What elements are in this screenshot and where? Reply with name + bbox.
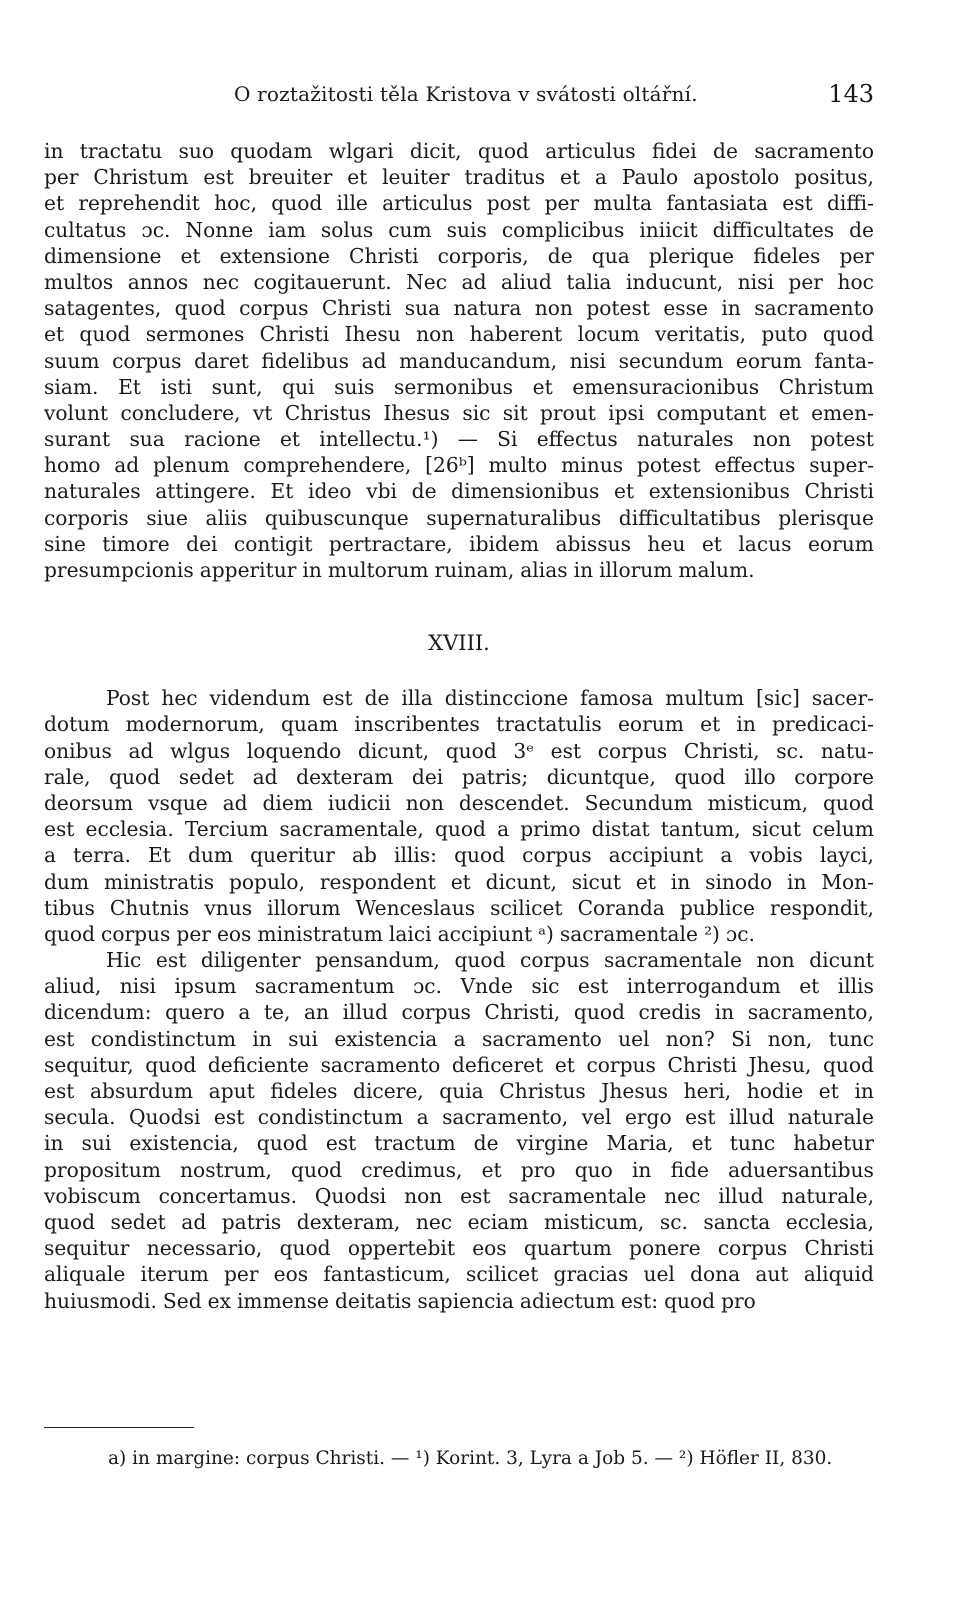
paragraph-1 xyxy=(44,138,874,583)
text-line: quod corpus per eos ministratum laici accipiunt ᵃ) sacramentale ²) ɔc. xyxy=(44,921,755,946)
text-line: a terra. Et dum queritur ab illis: quod corpus accipiunt a vobis layci, xyxy=(44,843,874,868)
text-line: sequitur necessario, quod oppertebit eos quartum ponere corpus Christi xyxy=(44,1236,874,1261)
text-line: presumpcionis apperitur in multorum ruinam, alias in illorum malum. xyxy=(44,558,755,582)
page-number: 143 xyxy=(828,80,874,108)
text-line: secula. Quodsi est condistinctum a sacramento, vel ergo est illud naturale xyxy=(44,1105,874,1130)
text-line: et quod sermones Christi Ihesu non haberent locum veritatis, puto quod xyxy=(44,322,874,347)
text-line: in tractatu suo quodam wlgari dicit, quod articulus fidei de sacramento xyxy=(44,139,874,163)
text-line: in sui existencia, quod est tractum de virgine Maria, et tunc habetur xyxy=(44,1131,874,1156)
text-line: surant sua racione et intellectu.¹) — Si effectus naturales non potest xyxy=(44,427,874,452)
text-line: dotum modernorum, quam inscribentes tractatulis eorum et in predicaci- xyxy=(44,712,874,737)
text-line: est condistinctum in sui existencia a sacramento uel non? Si non, tunc xyxy=(44,1026,874,1051)
text-line: et reprehendit hoc, quod ille articulus post per multa fantasiata est diffi- xyxy=(44,191,874,216)
text-line: per Christum est breuiter et leuiter traditus et a Paulo apostolo positus, xyxy=(44,165,874,190)
text-line: cultatus ɔc. Nonne iam solus cum suis complicibus iniicit difficultates de xyxy=(44,217,874,242)
text-line: est ecclesia. Tercium sacramentale, quod a primo distat tantum, sicut celum xyxy=(44,817,874,842)
footnote: a) in margine: corpus Christi. — ¹) Korint. 3, Lyra a Job 5. — ²) Höfler II, 830. xyxy=(108,1448,833,1469)
text-line: vobiscum concertamus. Quodsi non est sacramentale nec illud naturale, xyxy=(44,1183,874,1208)
text-line: huiusmodi. Sed ex immense deitatis sapiencia adiectum est: quod pro xyxy=(44,1288,756,1313)
text-line: deorsum vsque ad diem iudicii non descendet. Secundum misticum, quod xyxy=(44,790,874,815)
text-line: dum ministratis populo, respondent et dicunt, sicut et in sinodo in Mon- xyxy=(44,869,874,894)
text-line: naturales attingere. Et ideo vbi de dimensionibus et extensionibus Christi xyxy=(44,479,874,504)
text-line: aliud, nisi ipsum sacramentum ɔc. Vnde sic est interrogandum et illis xyxy=(44,974,874,999)
text-line: homo ad plenum comprehendere, [26ᵇ] multo minus potest effectus super- xyxy=(44,453,874,478)
text-line: onibus ad wlgus loquendo dicunt, quod 3ᵉ est corpus Christi, sc. natu- xyxy=(44,738,874,763)
text-line: satagentes, quod corpus Christi sua natura non potest esse in sacramento xyxy=(44,296,874,321)
text-line: dimensione et extensione Christi corporis, de qua plerique fideles per xyxy=(44,243,874,268)
text-line: tibus Chutnis vnus illorum Wenceslaus scilicet Coranda publice respondit, xyxy=(44,895,874,920)
page-header xyxy=(44,76,874,110)
text-line: propositum nostrum, quod credimus, et pro quo in fide aduersantibus xyxy=(44,1157,874,1182)
text-line: Hic est diligenter pensandum, quod corpus sacramentale non dicunt xyxy=(106,948,874,973)
text-line: suum corpus daret fidelibus ad manducandum, nisi secundum eorum fanta- xyxy=(44,348,874,373)
running-title: O roztažitosti těla Kristova v svátosti oltářní. xyxy=(234,82,698,106)
text-line: est absurdum aput fideles dicere, quia Christus Jhesus heri, hodie et in xyxy=(44,1079,874,1103)
text-line: sequitur, quod deficiente sacramento deficeret et corpus Christi Jhesu, quod xyxy=(44,1052,874,1077)
text-line: quod sedet ad patris dexteram, nec eciam misticum, sc. sancta ecclesia, xyxy=(44,1209,874,1234)
text-line: dicendum: quero a te, an illud corpus Christi, quod credis in sacramento, xyxy=(44,1000,874,1025)
text-line: volunt concludere, vt Christus Ihesus sic sit prout ipsi computant et emen- xyxy=(44,400,874,425)
text-line: rale, quod sedet ad dexteram dei patris; dicuntque, quod illo corpore xyxy=(44,764,874,789)
text-line: aliquale iterum per eos fantasticum, scilicet gracias uel dona aut aliquid xyxy=(44,1262,874,1287)
text-line: corporis siue aliis quibuscunque supernaturalibus difficultatibus plerisque xyxy=(44,505,874,530)
page-body xyxy=(44,138,874,1314)
text-line: multos annos nec cogitauerunt. Nec ad aliud talia inducunt, nisi per hoc xyxy=(44,269,874,294)
text-line: sine timore dei contigit pertractare, ibidem abissus heu et lacus eorum xyxy=(44,531,874,556)
section-heading: XVIII. xyxy=(428,631,490,656)
paragraph-2 xyxy=(44,685,874,947)
paragraph-3 xyxy=(44,947,874,1314)
footnote-rule xyxy=(44,1427,194,1428)
text-line: siam. Et isti sunt, qui suis sermonibus et emensuracionibus Christum xyxy=(44,374,874,399)
text-line: Post hec videndum est de illa distinccione famosa multum [sic] sacer- xyxy=(106,686,874,711)
